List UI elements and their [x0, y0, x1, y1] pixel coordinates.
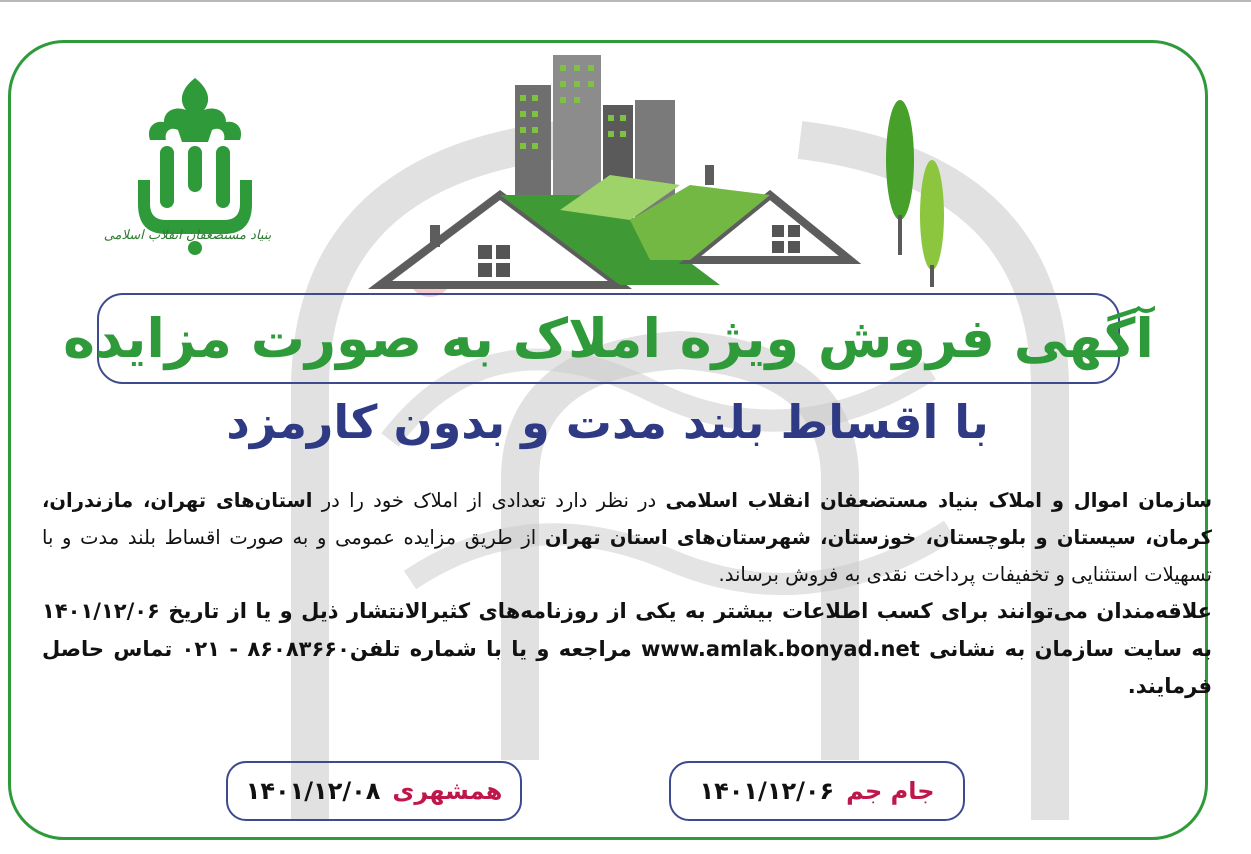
contact-text-part2: مراجعه و یا با شماره تلفن۸۶۰۸۳۶۶۰ - ۰۲۱ تماس حاصل فرمایند.: [42, 636, 1212, 698]
contact-paragraph: [42, 593, 1212, 706]
logo-caption: بنیاد مستضعفان انقلاب اسلامی: [103, 228, 272, 243]
contact-text-part1: علاقه‌مندان می‌توانند برای کسب اطلاعات بیشتر به یکی از روزنامه‌های کثیرالانتشار ذیل و یا از تاریخ ۱۴۰۱/۱۲/۰۶ به سایت سازمان به نشانی: [42, 599, 1212, 661]
closing-text: از طریق مزایده عمومی و به صورت اقساط بلند مدت و با تسهیلات استثنایی و تخفیفات پرداخت نقدی به فروش برساند.: [42, 526, 1212, 586]
top-divider: [0, 0, 1251, 2]
publication-name: جام جم: [846, 777, 935, 805]
ad-body: [42, 482, 1212, 706]
announcement-paragraph: [42, 482, 1212, 593]
provinces-label: استان‌های: [215, 489, 313, 512]
headline-title: آگهی فروش ویژه املاک به صورت مزایده: [63, 307, 1154, 370]
organization-name: سازمان اموال و املاک بنیاد مستضعفان انقلاب اسلامی: [665, 489, 1212, 512]
publication-hamshahri: [226, 761, 522, 821]
green-roof-houses-and-buildings-icon: [360, 45, 960, 290]
publication-jamejam: [669, 761, 965, 821]
publication-date: ۱۴۰۱/۱۲/۰۸: [245, 777, 381, 805]
headline-box: [63, 293, 1154, 384]
publication-date: ۱۴۰۱/۱۲/۰۶: [699, 777, 835, 805]
publication-name: همشهری: [392, 777, 503, 805]
provinces-list: تهران، مازندران، کرمان، سیستان و بلوچستان، خوزستان، شهرستان‌های استان تهران: [42, 489, 1212, 549]
headline-subtitle: با اقساط بلند مدت و بدون کارمزد: [226, 395, 989, 449]
intro-text: در نظر دارد تعدادی از املاک خود را در: [312, 489, 666, 512]
website-link[interactable]: www.amlak.bonyad.net: [641, 636, 920, 661]
